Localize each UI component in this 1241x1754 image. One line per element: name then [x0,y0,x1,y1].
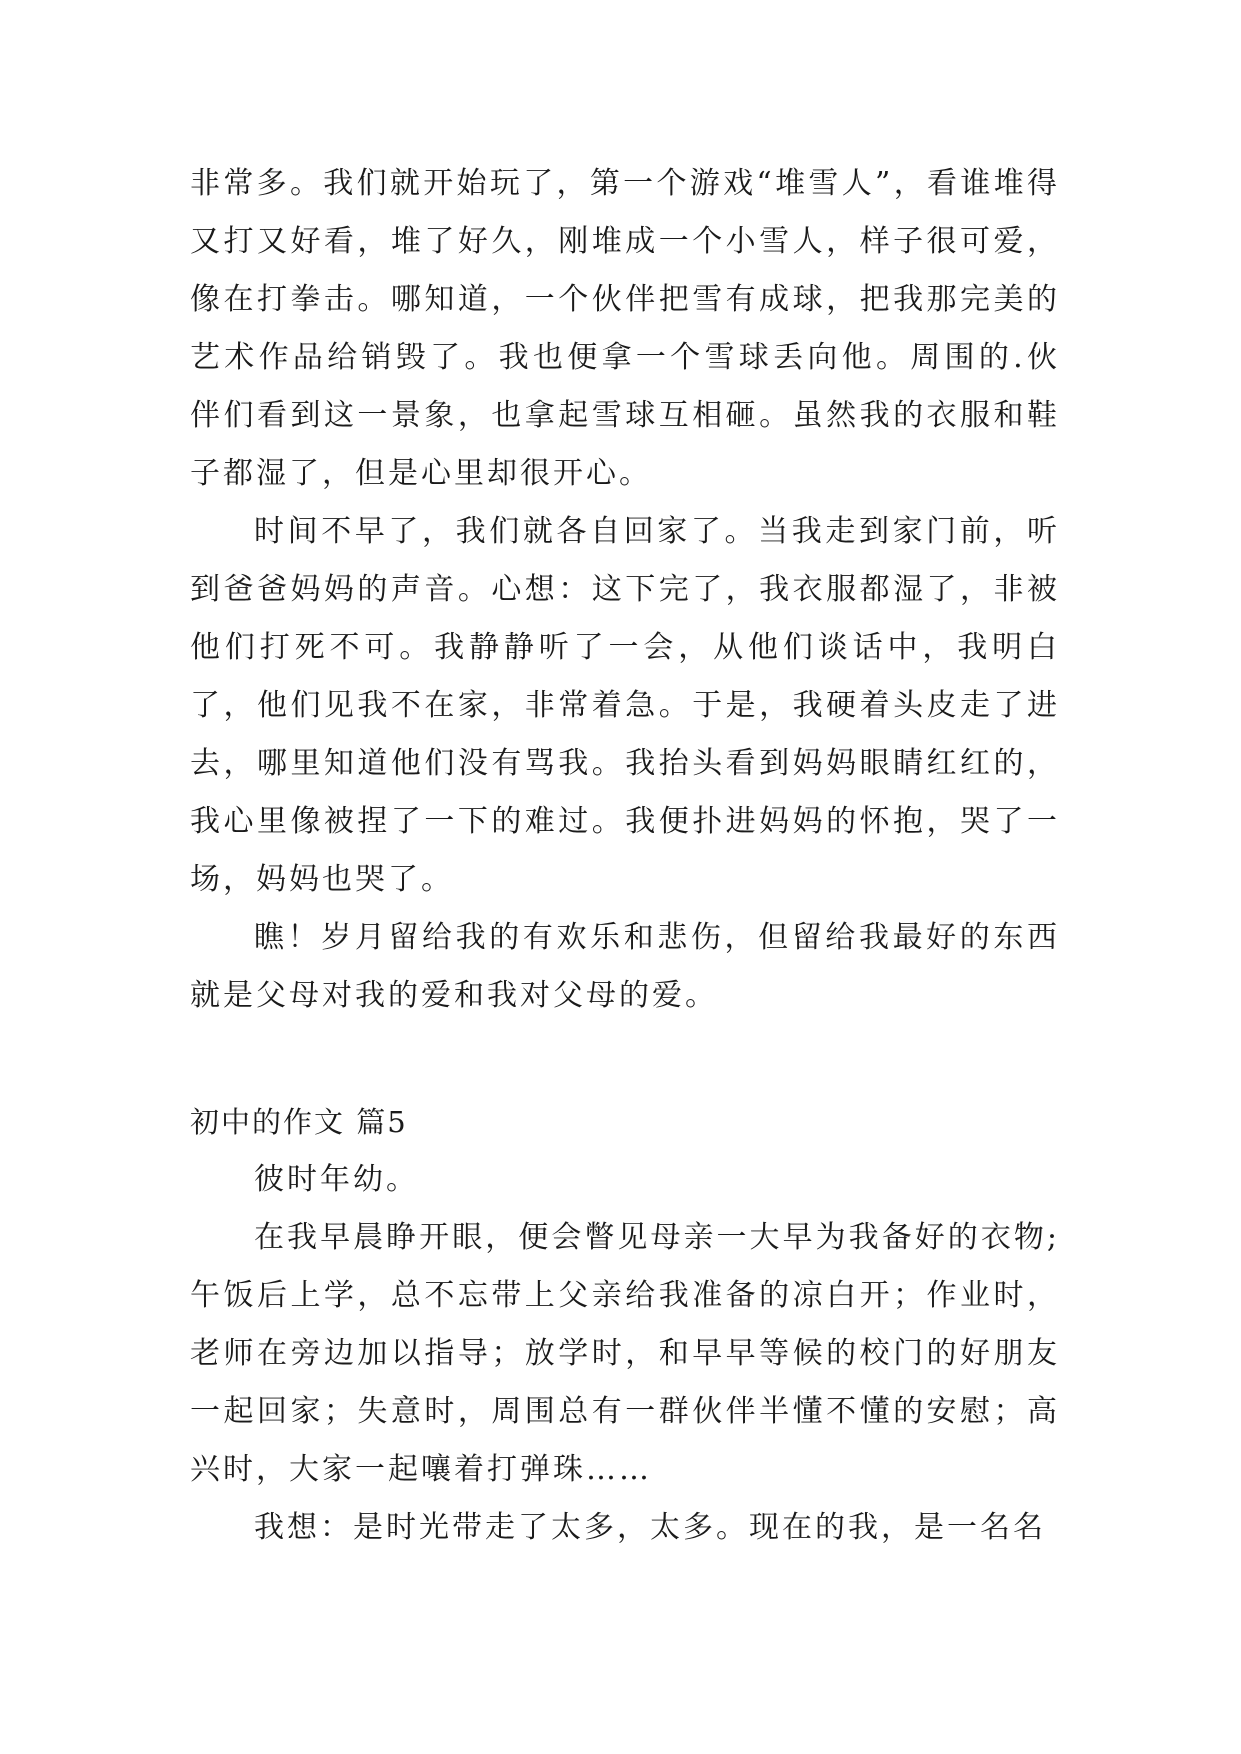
paragraph-daily-life: 在我早晨睁开眼，便会瞥见母亲一大早为我备好的衣物;午饭后上学，总不忘带上父亲给我准备的凉白开；作业时，老师在旁边加以指导；放学时，和早早等候的校门的好朋友一起回家；失意时，周围总有一群伙伴半懂不懂的安慰；高兴时，大家一起嚷着打弹珠…… [190,1220,1060,1487]
paragraph-snowman-game: 非常多。我们就开始玩了，第一个游戏“堆雪人”，看谁堆得又打又好看，堆了好久，刚堆成一个小雪人，样子很可爱，像在打拳击。哪知道，一个伙伴把雪有成球，把我那完美的艺术作品给销毁了。我也便拿一个雪球丢向他。周围的.伙伴们看到这一景象，也拿起雪球互相砸。虽然我的衣服和鞋子都湿了，但是心里却很开心。 [190,166,1060,491]
paragraph-time-passes: 我想：是时光带走了太多，太多。现在的我，是一名名 [254,1510,1046,1545]
section-heading: 初中的作文 篇5 [190,1105,408,1139]
paragraph-returning-home: 时间不早了，我们就各自回家了。当我走到家门前，听到爸爸妈妈的声音。心想：这下完了，我衣服都湿了，非被他们打死不可。我静静听了一会，从他们谈话中，我明白了，他们见我不在家，非常着急。于是，我硬着头皮走了进去，哪里知道他们没有骂我。我抬头看到妈妈眼睛红红的，我心里像被捏了一下的难过。我便扑进妈妈的怀抱，哭了一场，妈妈也哭了。 [190,514,1060,897]
paragraph-parents-love: 瞧！岁月留给我的有欢乐和悲伤，但留给我最好的东西就是父母对我的爱和我对父母的爱。 [190,920,1060,1013]
paragraph-young-days: 彼时年幼。 [254,1162,419,1197]
document-body [190,155,1060,1557]
